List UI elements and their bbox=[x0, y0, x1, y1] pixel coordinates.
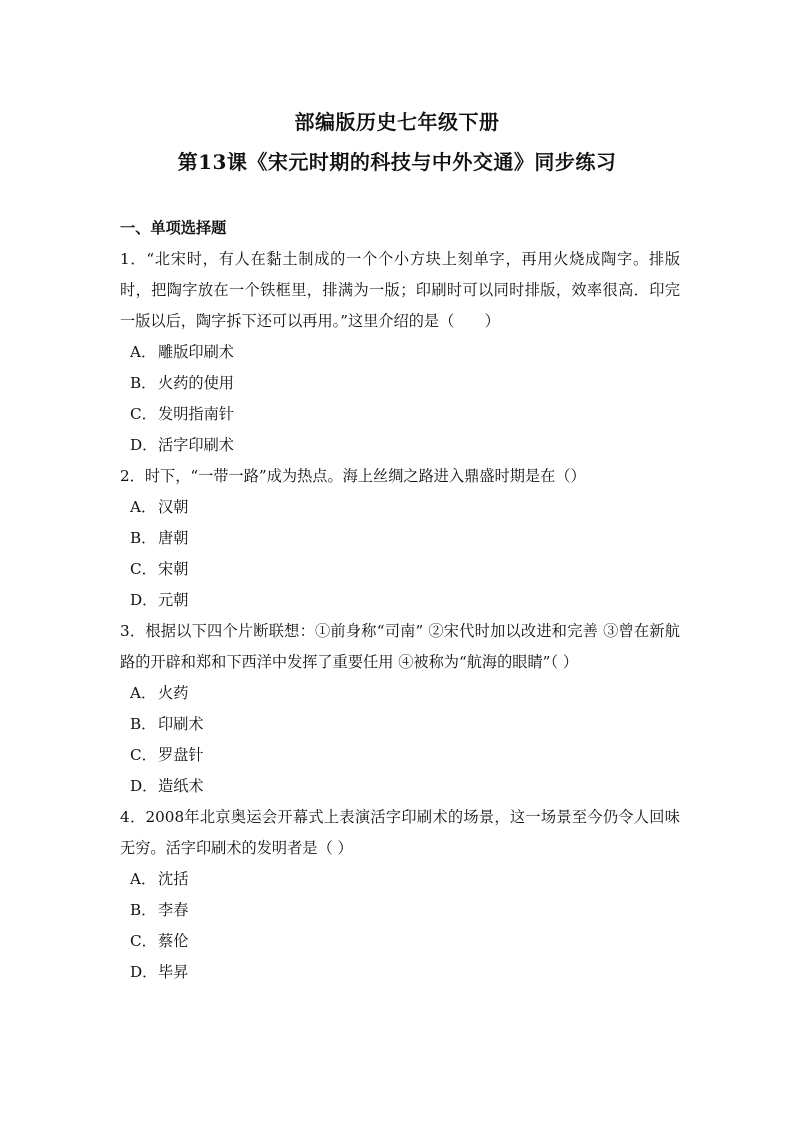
option-text: 火药的使用 bbox=[158, 374, 234, 392]
option-letter: B． bbox=[130, 374, 157, 392]
option-d bbox=[120, 585, 680, 616]
option-letter: C． bbox=[130, 932, 157, 950]
question-number: 2． bbox=[120, 467, 145, 485]
question-text bbox=[120, 461, 680, 492]
question-number: 1． bbox=[120, 250, 147, 268]
option-letter: B． bbox=[130, 901, 157, 919]
question-text bbox=[120, 616, 680, 678]
question-number: 3． bbox=[120, 622, 146, 640]
option-text: 活字印刷术 bbox=[158, 436, 234, 454]
exercise-content bbox=[120, 213, 680, 988]
option-text: 火药 bbox=[158, 684, 189, 702]
option-text: 元朝 bbox=[158, 591, 189, 609]
option-letter: A． bbox=[130, 870, 157, 888]
document-title: 部编版历史七年级下册 bbox=[294, 110, 500, 134]
option-letter: A． bbox=[130, 684, 157, 702]
option-text: 汉朝 bbox=[158, 498, 189, 516]
option-text: 发明指南针 bbox=[158, 405, 234, 423]
option-letter: C． bbox=[130, 746, 157, 764]
option-letter: B． bbox=[130, 529, 157, 547]
option-text: 雕版印刷术 bbox=[158, 343, 234, 361]
option-c bbox=[120, 926, 680, 957]
option-letter: D． bbox=[130, 777, 158, 795]
question-text bbox=[120, 244, 680, 337]
option-c bbox=[120, 740, 680, 771]
question-body: 时下，“一带一路”成为热点。海上丝绸之路进入鼎盛时期是在（） bbox=[144, 467, 586, 485]
option-text: 宋朝 bbox=[158, 560, 189, 578]
option-letter: A． bbox=[130, 343, 157, 361]
option-text: 唐朝 bbox=[158, 529, 189, 547]
option-c bbox=[120, 399, 680, 430]
option-letter: D． bbox=[130, 436, 158, 454]
option-letter: A． bbox=[130, 498, 157, 516]
option-letter: C． bbox=[130, 560, 157, 578]
question-number: 4． bbox=[120, 808, 146, 826]
option-letter: D． bbox=[130, 591, 158, 609]
section-heading: 一、单项选择题 bbox=[120, 219, 227, 237]
option-a bbox=[120, 337, 680, 368]
option-b bbox=[120, 709, 680, 740]
option-a bbox=[120, 678, 680, 709]
option-text: 毕昇 bbox=[158, 963, 189, 981]
question-4 bbox=[120, 802, 680, 988]
question-body: 根据以下四个片断联想：①前身称“司南” ②宋代时加以改进和完善 ③曾在新航路的开辟和郑和下西洋中发挥了重要任用 ④被称为“航海的眼睛”（ ） bbox=[120, 622, 680, 671]
option-b bbox=[120, 523, 680, 554]
question-body: 2008年北京奥运会开幕式上表演活字印刷术的场景，这一场景至今仍令人回味无穷。活字印刷术的发明者是（ ） bbox=[120, 808, 680, 857]
option-b bbox=[120, 895, 680, 926]
question-text bbox=[120, 802, 680, 864]
option-letter: B． bbox=[130, 715, 157, 733]
option-text: 罗盘针 bbox=[158, 746, 204, 764]
option-d bbox=[120, 430, 680, 461]
option-c bbox=[120, 554, 680, 585]
option-text: 李春 bbox=[158, 901, 189, 919]
option-a bbox=[120, 492, 680, 523]
option-d bbox=[120, 957, 680, 988]
option-b bbox=[120, 368, 680, 399]
option-letter: D． bbox=[130, 963, 158, 981]
option-text: 沈括 bbox=[158, 870, 189, 888]
question-1 bbox=[120, 244, 680, 461]
question-body: “北宋时，有人在黏土制成的一个个小方块上刻单字，再用火烧成陶字。排版时，把陶字放在一个铁框里，排满为一版；印刷时可以同时排版，效率很高．印完一版以后，陶字拆下还可以再用。”这里介绍的是（ ） bbox=[120, 250, 681, 330]
option-text: 造纸术 bbox=[158, 777, 204, 795]
option-d bbox=[120, 771, 680, 802]
question-3 bbox=[120, 616, 680, 802]
option-letter: C． bbox=[130, 405, 157, 423]
option-text: 蔡伦 bbox=[158, 932, 189, 950]
option-text: 印刷术 bbox=[158, 715, 204, 733]
lesson-title: 第13课《宋元时期的科技与中外交通》同步练习 bbox=[177, 150, 617, 174]
option-a bbox=[120, 864, 680, 895]
question-2 bbox=[120, 461, 680, 616]
